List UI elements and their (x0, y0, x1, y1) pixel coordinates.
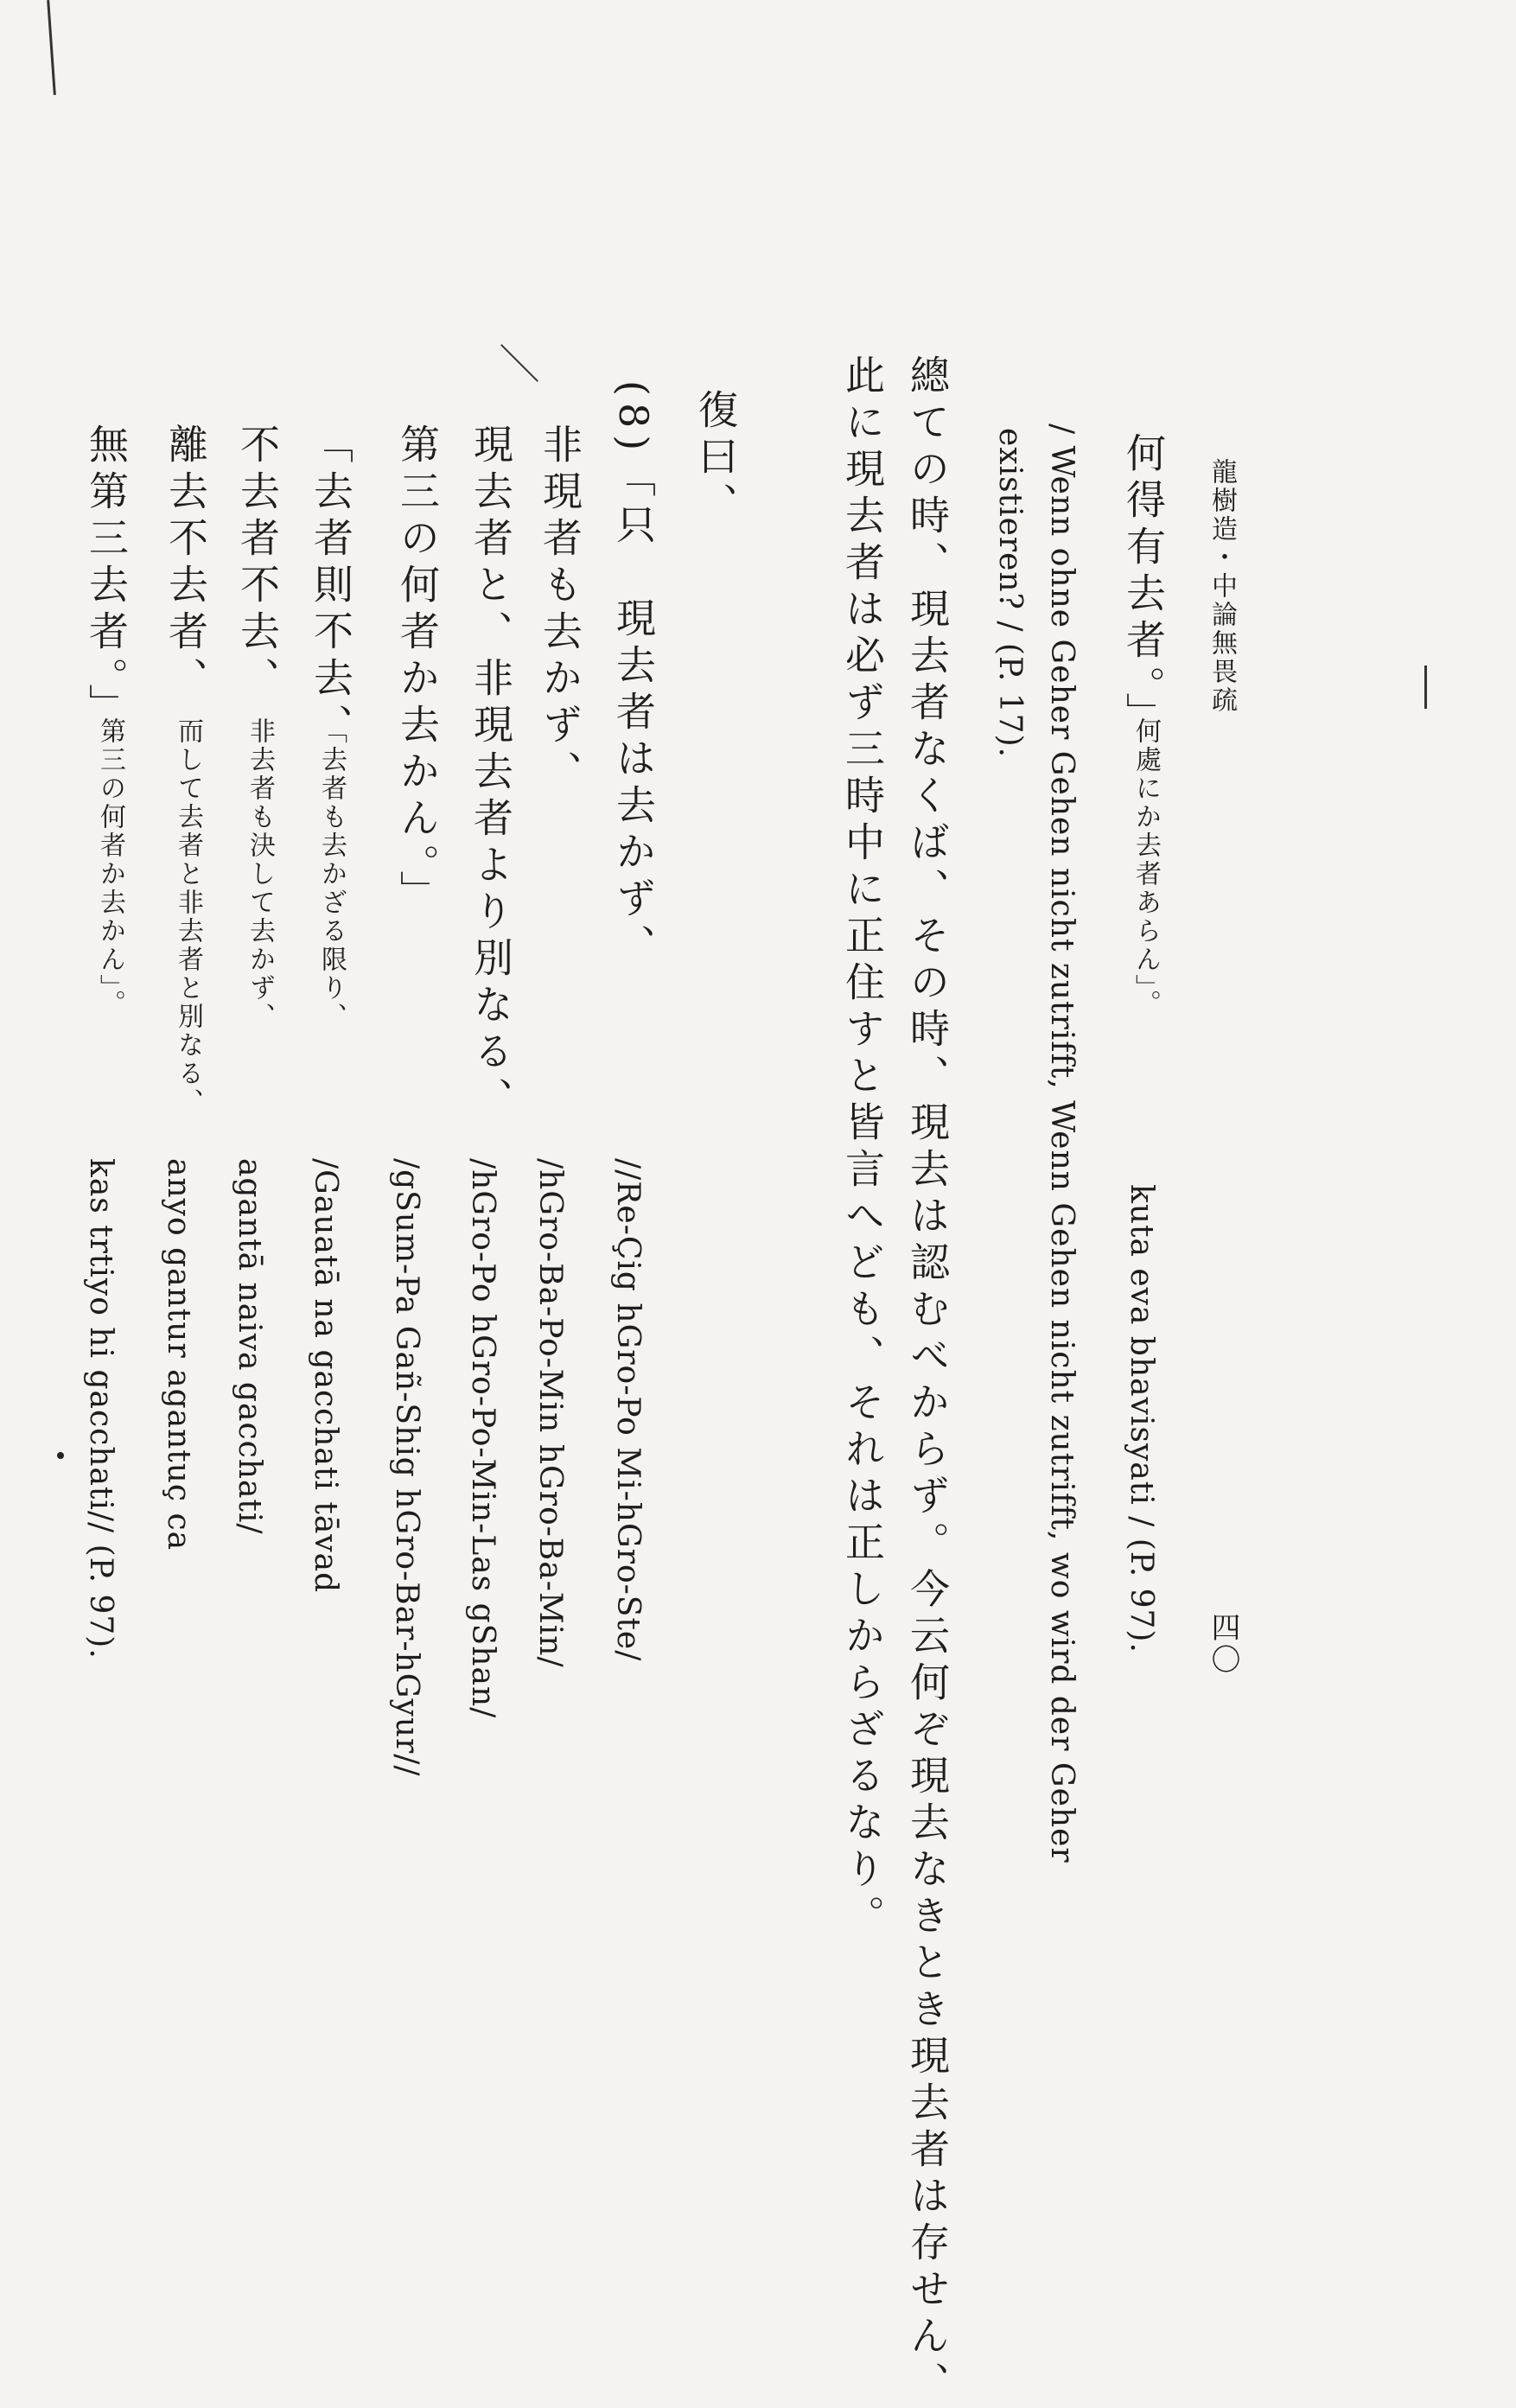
verse-jp-note-2: 非去者も決して去かず、 (245, 717, 275, 1031)
verse8-line-1: (8)「只 現去者は去かず、 (610, 380, 657, 971)
fuku-iwaku: 復曰、 (692, 389, 739, 529)
verse-line-1: 何得有去者。」 (1120, 432, 1167, 739)
verse8-line-3: 現去者と、非現去者より別なる、 (468, 424, 514, 1124)
verse-zh-line-2: 不去者不去、 (234, 424, 281, 704)
verse-zh-line-4: 無第三去者。」 (83, 424, 130, 730)
commentary-line-2: 此に現去者は必ず三時中に正住すと皆言へども、それは正しからざるなり。 (839, 354, 886, 1941)
scan-mark-edge (47, 0, 56, 95)
verse-jp-note-1: 「去者も去かざる限り、 (316, 717, 347, 1031)
german-line-2: existieren? / (P. 17). (992, 428, 1028, 759)
verse-jp-note-4: 第三の何者か去かん」。 (95, 717, 125, 1018)
sanskrit-line-4: kas trtiyo hi gacchati// (P. 97). (83, 1158, 118, 1659)
verse-jp-note-3: 而して去者と非去者と別なる、 (173, 717, 203, 1117)
tibetan-line-2: /hGro-Ba-Po-Min hGro-Ba-Min/ (532, 1158, 568, 1668)
scan-mark-stroke (500, 344, 538, 382)
sanskrit-line-2: agantā naiva gacchati/ (232, 1158, 267, 1535)
running-title: 龍樹造・中論無畏疏 (1207, 458, 1237, 715)
tibetan-line-1: //Re-Çig hGro-Po Mi-hGro-Ste/ (610, 1158, 646, 1662)
commentary-line-1: 總ての時、現去者なくば、その時、現去は認むべからず。今云何ぞ現去なきとき現去者は存せん、 (904, 354, 951, 2408)
latin-line-1: kuta eva bhavisyati / (P. 97). (1124, 1184, 1159, 1653)
german-line-1: / Wenn ohne Geher Gehen nicht zutrifft, Wenn Gehen nicht zutrifft, wo wird der Geher (1044, 424, 1080, 1863)
verse8-line-2: 非現者も去かず、 (537, 424, 583, 797)
verse-zh-line-1: 「去者則不去、 (308, 424, 354, 750)
verse8-line-4: 第三の何者か去かん。」 (394, 424, 441, 917)
verse-zh-line-3: 離去不去者、 (162, 424, 209, 704)
page-number: 四〇 (1206, 1612, 1240, 1676)
scan-mark-dot (57, 1452, 64, 1459)
tibetan-line-3: /hGro-Po hGro-Po-Min-Las gShan/ (465, 1158, 500, 1719)
scan-mark-tick (1424, 666, 1427, 709)
tibetan-line-4: /gSum-Pa Gañ-Shig hGro-Bar-hGyur// (389, 1158, 424, 1777)
sanskrit-line-1: /Gauatā na gacchati tāvad (308, 1158, 343, 1594)
verse-note-1: 何處にか去者あらん」。 (1131, 717, 1161, 1018)
sanskrit-line-3: anyo gantur agantuç ca (161, 1158, 196, 1551)
